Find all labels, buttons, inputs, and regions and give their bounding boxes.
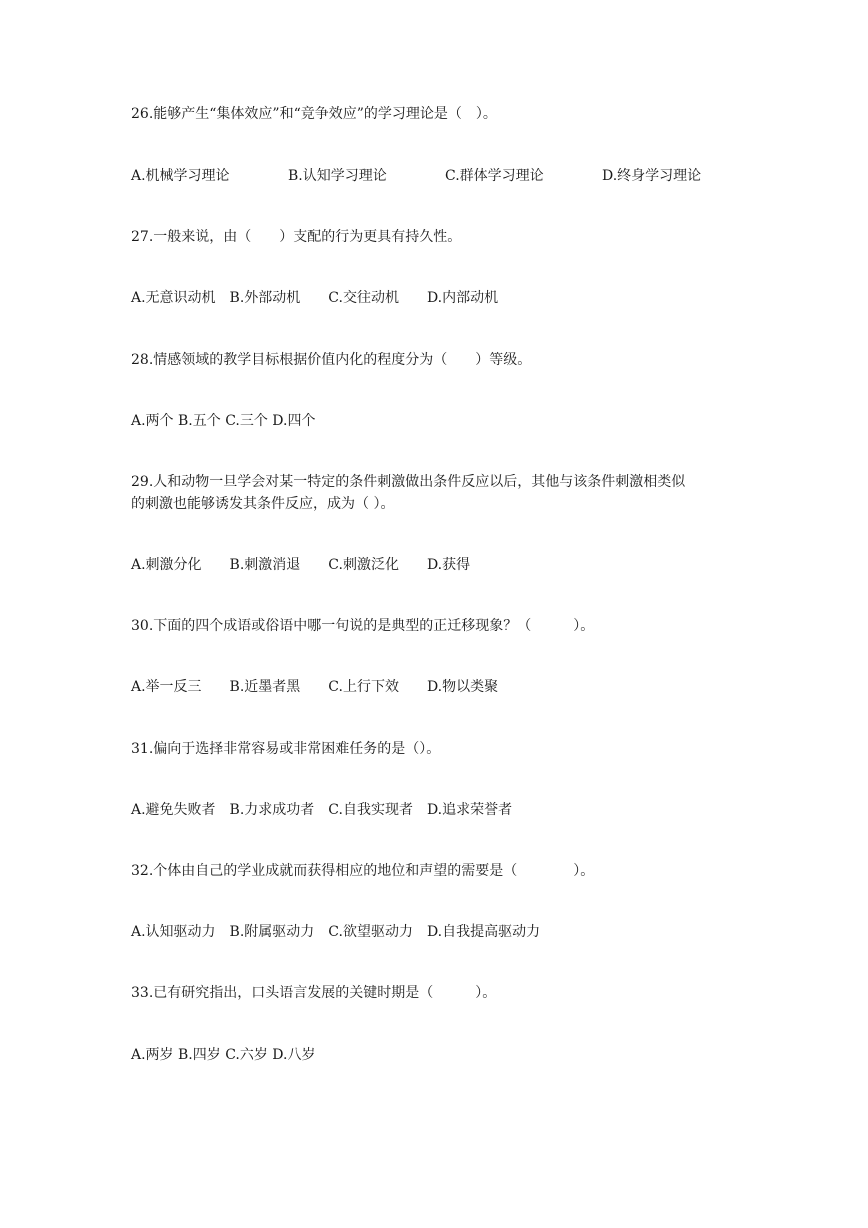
question-26-option-a: A.机械学习理论 <box>131 168 230 184</box>
question-29-stem-line1: 29.人和动物一旦学会对某一特定的条件刺激做出条件反应以后，其他与该条件刺激相类似 <box>131 474 686 490</box>
question-32-options: A.认知驱动力 B.附属驱动力 C.欲望驱动力 D.自我提高驱动力 <box>131 924 541 940</box>
question-26-option-b: B.认知学习理论 <box>288 168 387 184</box>
question-26-option-d: D.终身学习理论 <box>602 168 702 184</box>
question-26-option-c: C.群体学习理论 <box>445 168 544 184</box>
question-33-stem: 33.已有研究指出，口头语言发展的关键时期是（ ）。 <box>131 985 497 1001</box>
question-31-options: A.避免失败者 B.力求成功者 C.自我实现者 D.追求荣誉者 <box>131 802 513 818</box>
question-33-options: A.两岁 B.四岁 C.六岁 D.八岁 <box>131 1047 316 1063</box>
question-28-stem: 28.情感领域的教学目标根据价值内化的程度分为（ ）等级。 <box>131 352 532 368</box>
question-28-options: A.两个 B.五个 C.三个 D.四个 <box>131 413 316 429</box>
question-31-stem: 31.偏向于选择非常容易或非常困难任务的是（）。 <box>131 741 441 757</box>
question-29-stem-line2: 的刺激也能够诱发其条件反应，成为（ ）。 <box>131 496 395 512</box>
question-32-stem: 32.个体由自己的学业成就而获得相应的地位和声望的需要是（ ）。 <box>131 863 595 879</box>
question-30-stem: 30.下面的四个成语或俗语中哪一句说的是典型的正迁移现象？（ ）。 <box>131 618 595 634</box>
question-27-stem: 27.一般来说，由（ ）支配的行为更具有持久性。 <box>131 229 462 245</box>
question-27-options: A.无意识动机 B.外部动机 C.交往动机 D.内部动机 <box>131 290 499 306</box>
question-30-options: A.举一反三 B.近墨者黑 C.上行下效 D.物以类聚 <box>131 679 499 695</box>
question-26-stem: 26.能够产生“集体效应”和“竞争效应”的学习理论是（ ）。 <box>131 106 497 122</box>
question-29-options: A.刺激分化 B.刺激消退 C.刺激泛化 D.获得 <box>131 557 471 573</box>
